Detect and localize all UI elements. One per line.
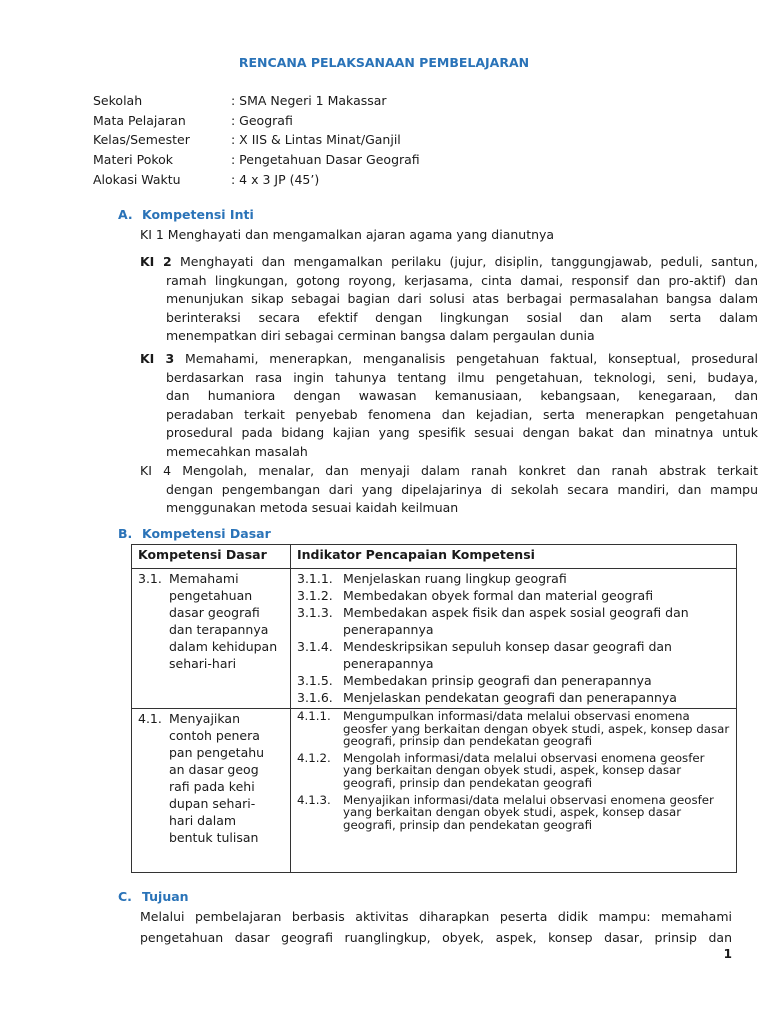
table-header: Kompetensi Dasar [132,545,291,569]
section-a-heading [118,206,254,223]
table-cell-kd [132,709,291,873]
info-label: Materi Pokok [93,152,174,168]
indicator-number: 3.1.4. [297,639,333,654]
indicator-item [297,710,730,748]
ki-line: dan humaniora dengan wawasan kemanusiaan, kebangsaan, kenegaraan, dan [166,388,758,403]
info-value: : 4 x 3 JP (45’) [231,171,320,187]
indicator-item [297,794,730,832]
info-value: : X IIS & Lintas Minat/Ganjil [231,132,401,148]
ki-line: berinteraksi secara efektif dengan lingkungan sosial dan alam serta dalam [166,309,758,325]
info-label: Alokasi Waktu [93,171,181,187]
indicator-item [297,638,730,672]
indicator-number: 3.1.3. [297,605,333,620]
indicator-text: Mengolah informasi/data melalui observasi enomena geosfer yang berkaitan dengan obyek studi, aspek, konsep dasar geografi, prinsip dan pendekatan geografi [343,750,705,790]
indicator-text: Membedakan prinsip geografi dan penerapannya [343,673,652,688]
indicator-text: Mendeskripsikan sepuluh konsep dasar geografi dan penerapannya [343,639,672,671]
kd-number: 3.1. [138,571,162,586]
info-label: Mata Pelajaran [93,112,186,128]
section-title: Kompetensi Inti [142,207,254,222]
indicator-number: 4.1.1. [297,709,331,723]
indicator-number: 4.1.2. [297,750,331,765]
ki-4 [140,462,758,518]
ki-label: KI 2 [140,254,172,269]
indicator-text: Membedakan aspek fisik dan aspek sosial geografi dan penerapannya [343,605,689,637]
kd-number: 4.1. [138,711,162,726]
indicator-number: 3.1.5. [297,673,333,688]
ki-line: dengan pengembangan dari yang dipelajarinya di sekolah secara mandiri, dan mampu [166,481,758,497]
table-header: Indikator Pencapaian Kompetensi [291,545,737,569]
indicator-item [297,689,730,706]
kd-text: Menyajikan contoh penera pan pengetahu an dasar geog rafi pada kehi dupan sehari-hari dalam bentuk tulisan [169,711,265,845]
indicator-text: Menyajikan informasi/data melalui observasi enomena geosfer yang berkaitan dengan obyek studi, aspek, konsep dasar geografi, prinsip dan pendekatan geografi [343,792,714,832]
ki-line: KI 4 Mengolah, menalar, dan menyaji dalam ranah konkret dan ranah abstrak terkait [140,463,758,478]
indicator-number: 3.1.1. [297,571,333,586]
info-row [93,131,420,151]
info-label: Sekolah [93,93,143,108]
indicator-item [297,570,730,587]
ki-line: menggunakan metoda sesuai kaidah keilmuan [166,500,459,515]
info-row [93,112,420,132]
info-row [93,151,420,171]
ki-line: berdasarkan rasa ingin tahunya tentang ilmu pengetahuan, teknologi, seni, budaya, [166,369,758,385]
tujuan-line: Melalui pembelajaran berbasis aktivitas diharapkan peserta didik mampu: memahami [140,909,732,924]
ki-line: menempatkan diri sebagai cerminan bangsa dalam pergaulan dunia [166,328,595,343]
info-value: : SMA Negeri 1 Makassar [231,93,387,108]
table-row [132,569,737,709]
indicator-text: Membedakan obyek formal dan material geografi [343,588,654,603]
ki-3 [140,350,758,461]
indicator-item [297,672,730,689]
ki-line: KI 1 Menghayati dan mengamalkan ajaran agama yang dianutnya [140,227,555,242]
info-value: : Geografi [231,112,293,128]
document-title: RENCANA PELAKSANAAN PEMBELAJARAN [238,55,530,70]
info-label: Kelas/Semester [93,132,190,148]
ki-line: prosedural pada bidang kajian yang spesifik sesuai dengan bakat dan minatnya untuk [166,425,758,440]
ki-1 [140,226,758,245]
indicator-item [297,587,730,604]
info-row [93,171,420,191]
ki-line: memecahkan masalah [166,443,308,459]
kd-text: Memahami pengetahuan dasar geografi dan terapannya dalam kehidupan sehari-hari [169,571,278,671]
tujuan-line: pengetahuan dasar geografi ruanglingkup, obyek, aspek, konsep dasar, prinsip dan [140,930,732,945]
ki-line: menunjukan sikap sebagai bagian dari solusi atas berbagai permasalahan bangsa dalam [166,291,758,306]
ki-line [140,350,758,369]
section-c-heading [118,888,189,905]
table-row [132,709,737,873]
section-b-heading [118,525,271,542]
table-cell-indicators [291,569,737,709]
info-value: : Pengetahuan Dasar Geografi [231,152,420,168]
ki-label: KI 3 [140,351,175,366]
section-letter: A. [118,207,133,222]
section-letter: C. [118,889,132,904]
tujuan-paragraph [140,906,732,948]
page-number: 1 [723,947,732,961]
ki-text: Menghayati dan mengamalkan perilaku (jujur, disiplin, tanggungjawab, peduli, santun, [171,254,758,269]
ki-line: peradaban terkait penyebab fenomena dan kejadian, serta menerapkan pengetahuan [166,406,758,422]
table-header-row [132,545,737,569]
indicator-text: Mengumpulkan informasi/data melalui observasi enomena geosfer yang berkaitan dengan obyek studi, aspek, konsep dasar geografi, prinsip dan pendekatan geografi [343,709,730,749]
ki-2 [140,253,758,346]
indicator-number: 3.1.6. [297,690,333,705]
indicator-item [297,604,730,638]
indicator-item [297,752,730,790]
identity-block [93,92,420,190]
info-row [93,92,420,112]
section-title: Tujuan [142,889,189,904]
indicator-number: 4.1.3. [297,792,331,807]
indicator-text: Menjelaskan pendekatan geografi dan penerapannya [343,690,677,705]
indicator-number: 3.1.2. [297,588,333,603]
ki-text: Memahami, menerapkan, menganalisis pengetahuan faktual, konseptual, prosedural [174,351,758,366]
table-cell-kd [132,569,291,709]
indicator-text: Menjelaskan ruang lingkup geografi [343,571,567,586]
kompetensi-table [131,544,737,873]
ki-line: ramah lingkungan, gotong royong, kerjasama, cinta damai, responsif dan pro-aktif) dan [166,272,758,288]
table-cell-indicators [291,709,737,873]
section-title: Kompetensi Dasar [142,526,271,541]
ki-line [140,253,758,272]
section-letter: B. [118,526,133,541]
